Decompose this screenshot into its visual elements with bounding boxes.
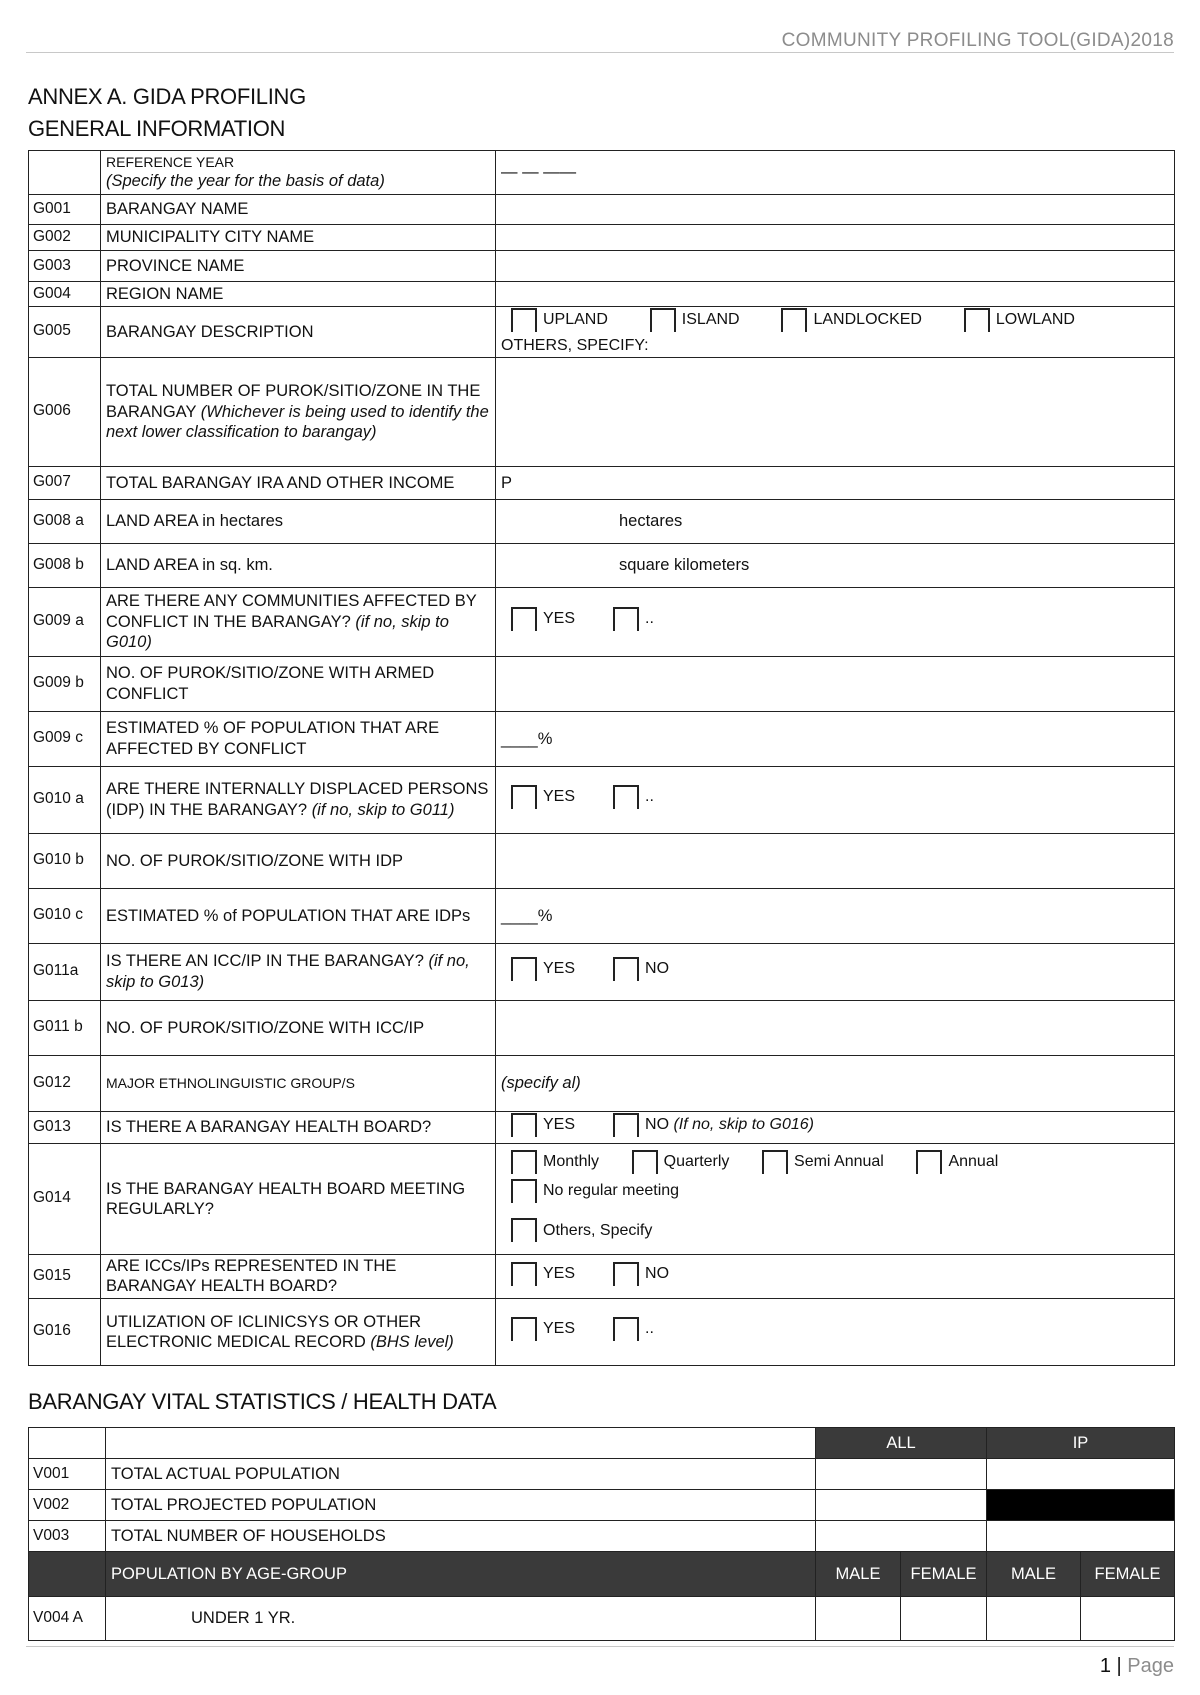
checkbox[interactable]: [511, 785, 537, 809]
table-row: [29, 195, 1175, 225]
row-label: REGION NAME: [101, 282, 496, 307]
row-label: IS THERE A BARANGAY HEALTH BOARD?: [101, 1111, 496, 1143]
table-row: [29, 587, 1175, 656]
meeting-frequency-options: [496, 1143, 1175, 1254]
all-value-cell[interactable]: [816, 1490, 987, 1521]
row-code: V003: [29, 1521, 106, 1552]
no-option[interactable]: ..: [603, 607, 654, 631]
checkbox[interactable]: [613, 1317, 639, 1341]
page-number: 1: [1099, 1655, 1111, 1677]
table-row: [29, 1459, 1175, 1490]
row-code: G009 b: [29, 656, 101, 711]
ip-value-cell-blocked: [987, 1490, 1175, 1521]
row-label: UTILIZATION OF ICLINICSYS OR OTHER ELECTRONIC MEDICAL RECORD (BHS level): [101, 1298, 496, 1365]
no-option[interactable]: NO: [603, 1262, 669, 1286]
row-code: G004: [29, 282, 101, 307]
option-semi-annual[interactable]: Semi Annual: [752, 1150, 884, 1174]
vital-statistics-table: [28, 1427, 1175, 1641]
armed-conflict-count-field[interactable]: [496, 656, 1175, 711]
table-row: [29, 357, 1175, 466]
checkbox[interactable]: [511, 1179, 537, 1203]
table-row: [29, 251, 1175, 282]
table-row: [29, 307, 1175, 358]
column-header-male: MALE: [987, 1552, 1081, 1597]
table-row: [29, 943, 1175, 1000]
row-code: G008 b: [29, 543, 101, 587]
checkbox[interactable]: [511, 607, 537, 631]
ira-income-field[interactable]: P: [496, 466, 1175, 499]
row-code: G006: [29, 357, 101, 466]
all-value-cell[interactable]: [816, 1459, 987, 1490]
table-header-row: [29, 1428, 1175, 1459]
row-code: [29, 151, 101, 195]
blank-cell: [106, 1428, 816, 1459]
checkbox[interactable]: [632, 1150, 658, 1174]
row-code: G010 a: [29, 766, 101, 833]
no-option[interactable]: ..: [603, 785, 654, 809]
blank-cell: [29, 1428, 106, 1459]
table-row: [29, 151, 1175, 195]
table-row: [29, 1521, 1175, 1552]
table-row: [29, 1597, 1175, 1641]
checkbox[interactable]: [762, 1150, 788, 1174]
row-code: G007: [29, 466, 101, 499]
row-code: G011 b: [29, 1000, 101, 1055]
checkbox[interactable]: [613, 607, 639, 631]
table-row: [29, 711, 1175, 766]
row-code: V004 A: [29, 1597, 106, 1641]
table-row: [29, 1055, 1175, 1111]
section-title-general: GENERAL INFORMATION: [28, 116, 286, 141]
barangay-name-field[interactable]: [496, 195, 1175, 225]
all-female-cell[interactable]: [901, 1597, 987, 1641]
row-code: G014: [29, 1143, 101, 1254]
checkbox[interactable]: [511, 1113, 537, 1137]
row-label: ESTIMATED % of POPULATION THAT ARE IDPs: [101, 888, 496, 943]
checkbox[interactable]: [511, 1317, 537, 1341]
checkbox[interactable]: [781, 308, 807, 332]
land-area-sqkm-field[interactable]: [496, 543, 1175, 587]
icc-ip-yes-no: [496, 943, 1175, 1000]
idp-percent-field[interactable]: ____%: [496, 888, 1175, 943]
row-label: REFERENCE YEAR (Specify the year for the basis of data): [101, 151, 496, 195]
age-group-header: POPULATION BY AGE-GROUP: [106, 1552, 816, 1597]
row-label: TOTAL NUMBER OF HOUSEHOLDS: [106, 1521, 816, 1552]
general-info-table: [28, 150, 1175, 1366]
checkbox[interactable]: [650, 308, 676, 332]
health-board-yes-no: [496, 1111, 1175, 1143]
row-code: V002: [29, 1490, 106, 1521]
checkbox[interactable]: [511, 308, 537, 332]
row-label: IS THE BARANGAY HEALTH BOARD MEETING REGULARLY?: [101, 1143, 496, 1254]
ip-male-cell[interactable]: [987, 1597, 1081, 1641]
table-row: [29, 499, 1175, 543]
row-code: G009 a: [29, 587, 101, 656]
row-label: MUNICIPALITY CITY NAME: [101, 225, 496, 251]
row-label: PROVINCE NAME: [101, 251, 496, 282]
idp-yes-no: [496, 766, 1175, 833]
yes-option[interactable]: YES: [501, 785, 575, 809]
checkbox[interactable]: [511, 1262, 537, 1286]
option-quarterly[interactable]: Quarterly: [622, 1150, 730, 1174]
ip-value-cell[interactable]: [987, 1459, 1175, 1490]
checkbox[interactable]: [916, 1150, 942, 1174]
row-code: G015: [29, 1254, 101, 1298]
row-label: MAJOR ETHNOLINGUISTIC GROUP/S: [101, 1055, 496, 1111]
checkbox[interactable]: [511, 1150, 537, 1174]
row-code: G010 b: [29, 833, 101, 888]
table-row: [29, 1490, 1175, 1521]
yes-option[interactable]: YES: [501, 607, 575, 631]
ethnolinguistic-field[interactable]: (specify al): [496, 1055, 1175, 1111]
row-label: BARANGAY NAME: [101, 195, 496, 225]
table-row: [29, 1000, 1175, 1055]
table-row: [29, 656, 1175, 711]
icc-ip-count-field[interactable]: [496, 1000, 1175, 1055]
table-row: [29, 1298, 1175, 1365]
option-no-regular-meeting[interactable]: No regular meeting: [501, 1179, 679, 1203]
checkbox[interactable]: [613, 1262, 639, 1286]
age-group-header-row: [29, 1552, 1175, 1597]
row-label: ARE THERE ANY COMMUNITIES AFFECTED BY CONFLICT IN THE BARANGAY? (if no, skip to G010): [101, 587, 496, 656]
page-footer: [26, 1646, 1174, 1678]
table-row: [29, 1143, 1175, 1254]
barangay-description-options: [496, 307, 1175, 358]
icc-representation-yes-no: [496, 1254, 1175, 1298]
table-row: [29, 766, 1175, 833]
land-area-hectares-field[interactable]: [496, 499, 1175, 543]
column-header-male: MALE: [816, 1552, 901, 1597]
option-others[interactable]: Others, Specify: [501, 1218, 652, 1242]
page-word: Page: [1127, 1655, 1174, 1677]
purok-count-field[interactable]: [496, 357, 1175, 466]
row-label: BARANGAY DESCRIPTION: [101, 307, 496, 358]
row-label: IS THERE AN ICC/IP IN THE BARANGAY? (if no, skip to G013): [101, 943, 496, 1000]
section-title-vital: BARANGAY VITAL STATISTICS / HEALTH DATA: [28, 1389, 497, 1414]
row-label: NO. OF PUROK/SITIO/ZONE WITH ICC/IP: [101, 1000, 496, 1055]
blank-cell: [29, 1552, 106, 1597]
table-row: [29, 466, 1175, 499]
row-label: ARE ICCs/IPs REPRESENTED IN THE BARANGAY HEALTH BOARD?: [101, 1254, 496, 1298]
table-row: [29, 225, 1175, 251]
table-row: [29, 833, 1175, 888]
table-row: [29, 543, 1175, 587]
unit-label: hectares: [619, 512, 683, 531]
row-code: G002: [29, 225, 101, 251]
checkbox[interactable]: [613, 785, 639, 809]
row-code: G012: [29, 1055, 101, 1111]
row-code: G016: [29, 1298, 101, 1365]
row-label: TOTAL BARANGAY IRA AND OTHER INCOME: [101, 466, 496, 499]
conflict-yes-no: [496, 587, 1175, 656]
column-header-ip: IP: [987, 1428, 1175, 1459]
option-annual[interactable]: Annual: [906, 1150, 998, 1174]
yes-option[interactable]: YES: [501, 1262, 575, 1286]
column-header-female: FEMALE: [1081, 1552, 1175, 1597]
row-code: G009 c: [29, 711, 101, 766]
idp-count-field[interactable]: [496, 833, 1175, 888]
option-landlocked[interactable]: LANDLOCKED: [771, 308, 921, 332]
yes-option[interactable]: YES: [501, 957, 575, 981]
option-island[interactable]: ISLAND: [640, 308, 740, 332]
page-separator: |: [1116, 1655, 1122, 1677]
row-code: G008 a: [29, 499, 101, 543]
province-field[interactable]: [496, 251, 1175, 282]
row-label: LAND AREA in sq. km.: [101, 543, 496, 587]
checkbox[interactable]: [964, 308, 990, 332]
row-code: V001: [29, 1459, 106, 1490]
row-label: UNDER 1 YR.: [106, 1597, 816, 1641]
iclinicsys-yes-no: [496, 1298, 1175, 1365]
all-value-cell[interactable]: [816, 1521, 987, 1552]
unit-label: square kilometers: [619, 556, 750, 575]
no-option[interactable]: ..: [603, 1317, 654, 1341]
region-field[interactable]: [496, 282, 1175, 307]
row-code: G003: [29, 251, 101, 282]
row-code: G011a: [29, 943, 101, 1000]
checkbox[interactable]: [613, 957, 639, 981]
table-row: [29, 1254, 1175, 1298]
row-label: ESTIMATED % OF POPULATION THAT ARE AFFECTED BY CONFLICT: [101, 711, 496, 766]
reference-year-field[interactable]: — — ——: [496, 151, 1175, 195]
yes-option[interactable]: YES: [501, 1317, 575, 1341]
row-label: LAND AREA in hectares: [101, 499, 496, 543]
annex-title: ANNEX A. GIDA PROFILING: [28, 84, 306, 109]
checkbox[interactable]: [511, 957, 537, 981]
ip-value-cell[interactable]: [987, 1521, 1175, 1552]
document-header: [26, 30, 1174, 53]
no-option[interactable]: NO (If no, skip to G016): [603, 1113, 814, 1137]
row-label: TOTAL PROJECTED POPULATION: [106, 1490, 816, 1521]
doc-title: COMMUNITY PROFILING TOOL(GIDA)2018: [781, 30, 1174, 51]
row-code: G001: [29, 195, 101, 225]
ip-female-cell[interactable]: [1081, 1597, 1175, 1641]
table-row: [29, 282, 1175, 307]
table-row: [29, 1111, 1175, 1143]
no-option[interactable]: NO: [603, 957, 669, 981]
row-code: G013: [29, 1111, 101, 1143]
option-lowland[interactable]: LOWLAND: [954, 308, 1075, 332]
table-row: [29, 888, 1175, 943]
yes-option[interactable]: YES: [501, 1113, 575, 1137]
option-upland[interactable]: UPLAND: [501, 308, 608, 332]
row-code: G010 c: [29, 888, 101, 943]
option-others[interactable]: OTHERS, SPECIFY:: [501, 337, 649, 355]
row-label: TOTAL NUMBER OF PUROK/SITIO/ZONE IN THE BARANGAY (Whichever is being used to identify the next lower classification to barangay): [101, 357, 496, 466]
option-monthly[interactable]: Monthly: [501, 1150, 599, 1174]
row-label: NO. OF PUROK/SITIO/ZONE WITH ARMED CONFLICT: [101, 656, 496, 711]
conflict-percent-field[interactable]: ____%: [496, 711, 1175, 766]
row-label: NO. OF PUROK/SITIO/ZONE WITH IDP: [101, 833, 496, 888]
checkbox[interactable]: [613, 1113, 639, 1137]
row-label: TOTAL ACTUAL POPULATION: [106, 1459, 816, 1490]
municipality-field[interactable]: [496, 225, 1175, 251]
row-label: ARE THERE INTERNALLY DISPLACED PERSONS (IDP) IN THE BARANGAY? (if no, skip to G011): [101, 766, 496, 833]
column-header-female: FEMALE: [901, 1552, 987, 1597]
checkbox[interactable]: [511, 1218, 537, 1242]
all-male-cell[interactable]: [816, 1597, 901, 1641]
column-header-all: ALL: [816, 1428, 987, 1459]
row-code: G005: [29, 307, 101, 358]
